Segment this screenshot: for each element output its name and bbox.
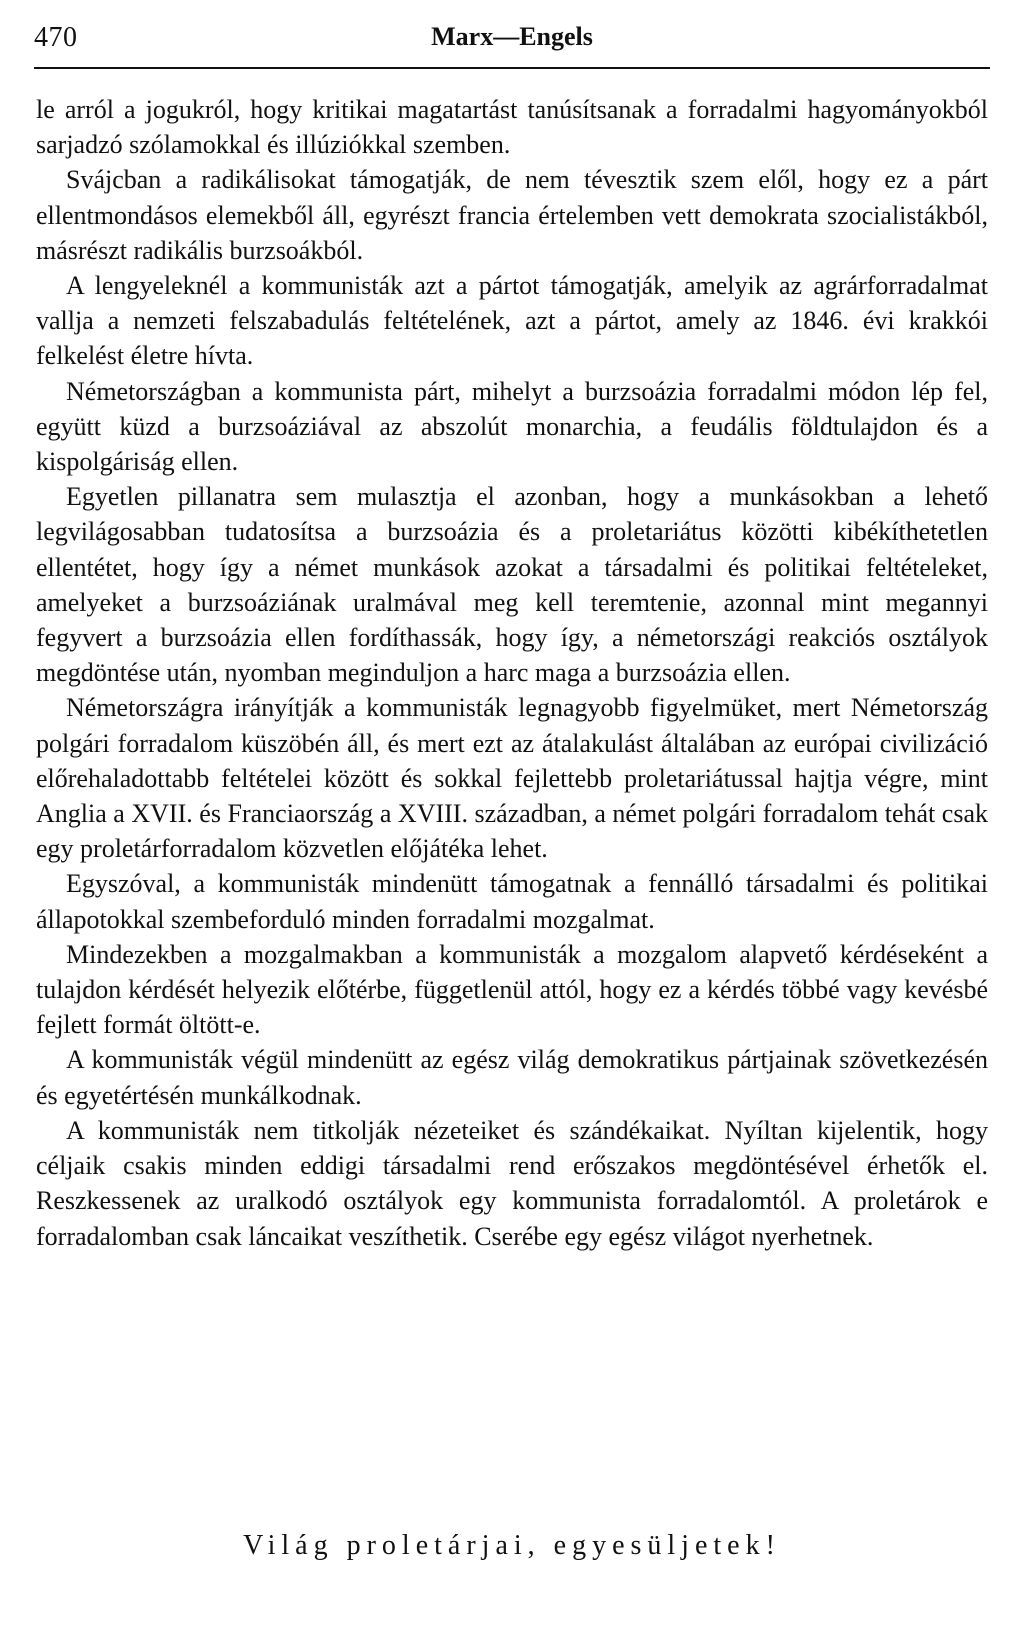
running-title: Marx—Engels — [431, 22, 593, 51]
page-number: 470 — [34, 22, 78, 53]
paragraph: Egyetlen pillanatra sem mulasztja el azonban, hogy a munkásokban a lehető legvilágosabban tudatosítsa a burzsoázia és a proletariátus közötti kibékíthetetlen ellentétet, hogy így a német munkások azokat a társadalmi és politikai feltételeket, amelyeket a burzsoáziának uralmával meg kell teremtenie, azonnal mint megannyi fegyvert a burzsoázia ellen fordíthassák, hogy így, a németországi reakciós osztályok megdöntése után, nyomban meginduljon a harc maga a burzsoázia ellen. — [36, 482, 988, 688]
paragraph: Németországban a kommunista párt, mihelyt a burzsoázia forradalmi módon lép fel, együtt küzd a burzsoáziával az abszolút monarchia, a feudális földtulajdon és a kispolgáriság ellen. — [36, 376, 988, 477]
page-header — [34, 22, 990, 62]
paragraph: Mindezekben a mozgalmakban a kommunisták a mozgalom alapvető kérdéseként a tulajdon kérdését helyezik előtérbe, függetlenül attól, hogy ez a kérdés többé vagy kevésbé fejlett formát öltött-e. — [36, 939, 988, 1040]
header-rule — [34, 67, 990, 69]
paragraph: Svájcban a radikálisokat támogatják, de nem tévesztik szem elől, hogy ez a párt ellentmondásos elemekből áll, egyrészt francia értelemben vett demokrata szocialistákból, másrészt radikális burzsoákból. — [36, 165, 988, 265]
paragraph: A kommunisták végül mindenütt az egész világ demokratikus pártjainak szövetkezésén és egyetértésén munkálkodnak. — [36, 1045, 988, 1110]
page-body — [36, 92, 988, 1254]
paragraph: le arról a jogukról, hogy kritikai magatartást tanúsítsanak a forradalmi hagyományokból sarjadzó szólamokkal és illúziókkal szemben. — [36, 95, 988, 160]
paragraph: Egyszóval, a kommunisták mindenütt támogatnak a fennálló társadalmi és politikai állapotokkal szembeforduló minden forradalmi mozgalmat. — [36, 869, 988, 934]
paragraph: A kommunisták nem titkolják nézeteiket és szándékaikat. Nyíltan kijelentik, hogy céljaik csakis minden eddigi társadalmi rend erőszakos megdöntésével érhetők el. Reszkessenek az uralkodó osztályok egy kommunista forradalomtól. A proletárok e forradalomban csak láncaikat veszíthetik. Cserébe egy egész világot nyerhetnek. — [36, 1115, 988, 1251]
paragraph: A lengyeleknél a kommunisták azt a pártot támogatják, amelyik az agrárforradalmat vallja a nemzeti felszabadulás feltételének, azt a pártot, amely az 1846. évi krakkói felkelést életre hívta. — [36, 271, 988, 371]
paragraph: Németországra irányítják a kommunisták legnagyobb figyelmüket, mert Németország polgári forradalom küszöbén áll, és mert ezt az átalakulást általában az európai civilizáció előrehaladottabb feltételei között és sokkal fejlettebb proletariátussal hajtja végre, mint Anglia a XVII. és Franciaország a XVIII. században, a német polgári forradalom tehát csak egy proletárforradalom közvetlen előjátéka lehet. — [36, 693, 988, 864]
closing-slogan: Világ proletárjai, egyesüljetek! — [243, 1530, 781, 1561]
